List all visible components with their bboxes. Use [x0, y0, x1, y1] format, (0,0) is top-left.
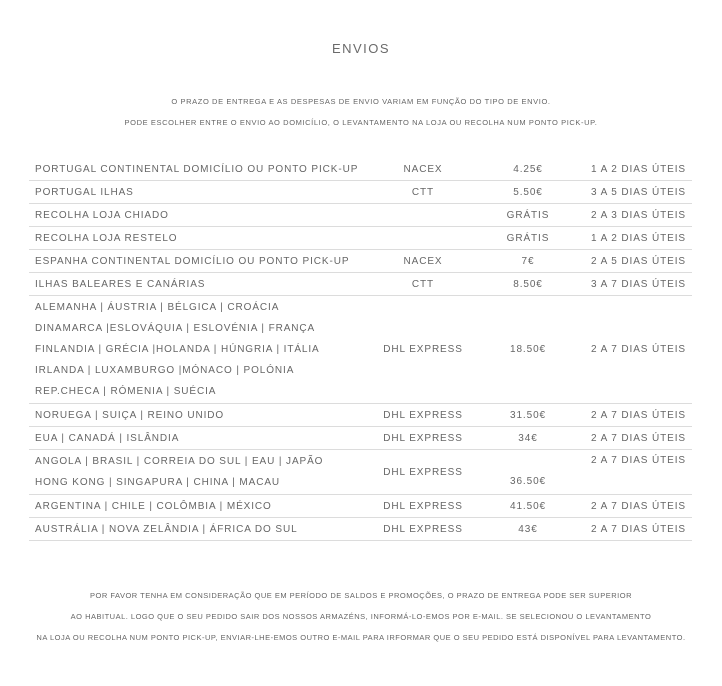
carrier-cell	[367, 227, 479, 250]
destination-line: REP.CHECA | RÓMENIA | SUÉCIA	[35, 386, 217, 397]
destination-line: IRLANDA | LUXAMBURGO |MÓNACO | POLÓNIA	[35, 365, 295, 376]
carrier-cell: DHL EXPRESS	[367, 518, 479, 541]
table-row	[29, 518, 692, 541]
delivery-time-cell: 1 A 2 DIAS ÚTEIS	[577, 158, 692, 181]
carrier-cell: CTT	[367, 181, 479, 204]
carrier-cell: DHL EXPRESS	[367, 495, 479, 518]
carrier-cell: DHL EXPRESS	[367, 450, 479, 495]
destination-cell	[29, 450, 367, 495]
carrier-cell: CTT	[367, 273, 479, 296]
table-row	[29, 158, 692, 181]
delivery-time-cell: 2 A 5 DIAS ÚTEIS	[577, 250, 692, 273]
destination-cell: ESPANHA CONTINENTAL DOMICÍLIO OU PONTO PICK-UP	[29, 250, 367, 273]
delivery-time-cell: 2 A 7 DIAS ÚTEIS	[577, 518, 692, 541]
price-cell: 18.50€	[479, 296, 577, 404]
price-cell: GRÁTIS	[479, 204, 577, 227]
delivery-time-cell: 3 A 5 DIAS ÚTEIS	[577, 181, 692, 204]
table-row	[29, 296, 692, 404]
table-row	[29, 404, 692, 427]
price-cell: 41.50€	[479, 495, 577, 518]
destination-line: ALEMANHA | ÁUSTRIA | BÉLGICA | CROÁCIA	[35, 302, 280, 313]
price-cell: 36.50€	[479, 450, 577, 495]
delivery-time-cell: 3 A 7 DIAS ÚTEIS	[577, 273, 692, 296]
price-cell: 34€	[479, 427, 577, 450]
table-row	[29, 250, 692, 273]
destination-cell: RECOLHA LOJA RESTELO	[29, 227, 367, 250]
destination-line: DINAMARCA |ESLOVÁQUIA | ESLOVÉNIA | FRANÇA	[35, 323, 316, 334]
price-cell: 4.25€	[479, 158, 577, 181]
footer-note	[0, 585, 722, 648]
shipping-table	[29, 158, 692, 541]
table-row	[29, 495, 692, 518]
carrier-cell: DHL EXPRESS	[367, 427, 479, 450]
delivery-time-cell: 2 A 3 DIAS ÚTEIS	[577, 204, 692, 227]
footer-line: POR FAVOR TENHA EM CONSIDERAÇÃO QUE EM PERÍODO DE SALDOS E PROMOÇÕES, O PRAZO DE ENTREGA PODE SER SUPERIOR	[90, 591, 632, 600]
footer-line: NA LOJA OU RECOLHA NUM PONTO PICK-UP, ENVIAR-LHE-EMOS OUTRO E-MAIL PARA IRFORMAR QUE O SEU PEDIDO ESTÁ DISPONÍVEL PARA LEVANTAMENTO.	[36, 633, 686, 642]
delivery-time-cell: 2 A 7 DIAS ÚTEIS	[577, 427, 692, 450]
delivery-time-cell: 2 A 7 DIAS ÚTEIS	[577, 495, 692, 518]
destination-cell: AUSTRÁLIA | NOVA ZELÂNDIA | ÁFRICA DO SUL	[29, 518, 367, 541]
price-cell: 5.50€	[479, 181, 577, 204]
destination-line: HONG KONG | SINGAPURA | CHINA | MACAU	[35, 477, 281, 488]
destination-cell: EUA | CANADÁ | ISLÂNDIA	[29, 427, 367, 450]
intro-line: PODE ESCOLHER ENTRE O ENVIO AO DOMICÍLIO, O LEVANTAMENTO NA LOJA OU RECOLHA NUM PONTO PICK-UP.	[124, 118, 598, 127]
footer-line: AO HABITUAL. LOGO QUE O SEU PEDIDO SAIR DOS NOSSOS ARMAZÉNS, INFORMÁ-LO-EMOS POR E-MAIL. SE SELECIONOU O LEVANTAMENTO	[70, 612, 652, 621]
delivery-time-cell: 2 A 7 DIAS ÚTEIS	[577, 450, 692, 495]
intro-text	[0, 91, 722, 133]
price-cell: GRÁTIS	[479, 227, 577, 250]
carrier-cell: DHL EXPRESS	[367, 296, 479, 404]
destination-cell: PORTUGAL CONTINENTAL DOMICÍLIO OU PONTO PICK-UP	[29, 158, 367, 181]
delivery-time-cell: 2 A 7 DIAS ÚTEIS	[577, 404, 692, 427]
price-cell: 31.50€	[479, 404, 577, 427]
destination-line: ANGOLA | BRASIL | CORREIA DO SUL | EAU | JAPÃO	[35, 456, 324, 467]
table-row	[29, 450, 692, 495]
carrier-cell: DHL EXPRESS	[367, 404, 479, 427]
carrier-cell: NACEX	[367, 250, 479, 273]
destination-cell: ILHAS BALEARES E CANÁRIAS	[29, 273, 367, 296]
carrier-cell: NACEX	[367, 158, 479, 181]
delivery-time-cell: 2 A 7 DIAS ÚTEIS	[577, 296, 692, 404]
table-row	[29, 273, 692, 296]
intro-line: O PRAZO DE ENTREGA E AS DESPESAS DE ENVIO VARIAM EM FUNÇÃO DO TIPO DE ENVIO.	[171, 97, 551, 106]
destination-line: FINLANDIA | GRÉCIA |HOLANDA | HÚNGRIA | ITÁLIA	[35, 344, 320, 355]
price-cell: 7€	[479, 250, 577, 273]
destination-cell: NORUEGA | SUIÇA | REINO UNIDO	[29, 404, 367, 427]
destination-cell	[29, 296, 367, 404]
destination-cell: ARGENTINA | CHILE | COLÔMBIA | MÉXICO	[29, 495, 367, 518]
delivery-time-cell: 1 A 2 DIAS ÚTEIS	[577, 227, 692, 250]
destination-cell: PORTUGAL ILHAS	[29, 181, 367, 204]
price-cell: 8.50€	[479, 273, 577, 296]
table-row	[29, 181, 692, 204]
table-row	[29, 204, 692, 227]
carrier-cell	[367, 204, 479, 227]
page-title: ENVIOS	[331, 41, 391, 56]
table-row	[29, 427, 692, 450]
price-cell: 43€	[479, 518, 577, 541]
table-row	[29, 227, 692, 250]
destination-cell: RECOLHA LOJA CHIADO	[29, 204, 367, 227]
